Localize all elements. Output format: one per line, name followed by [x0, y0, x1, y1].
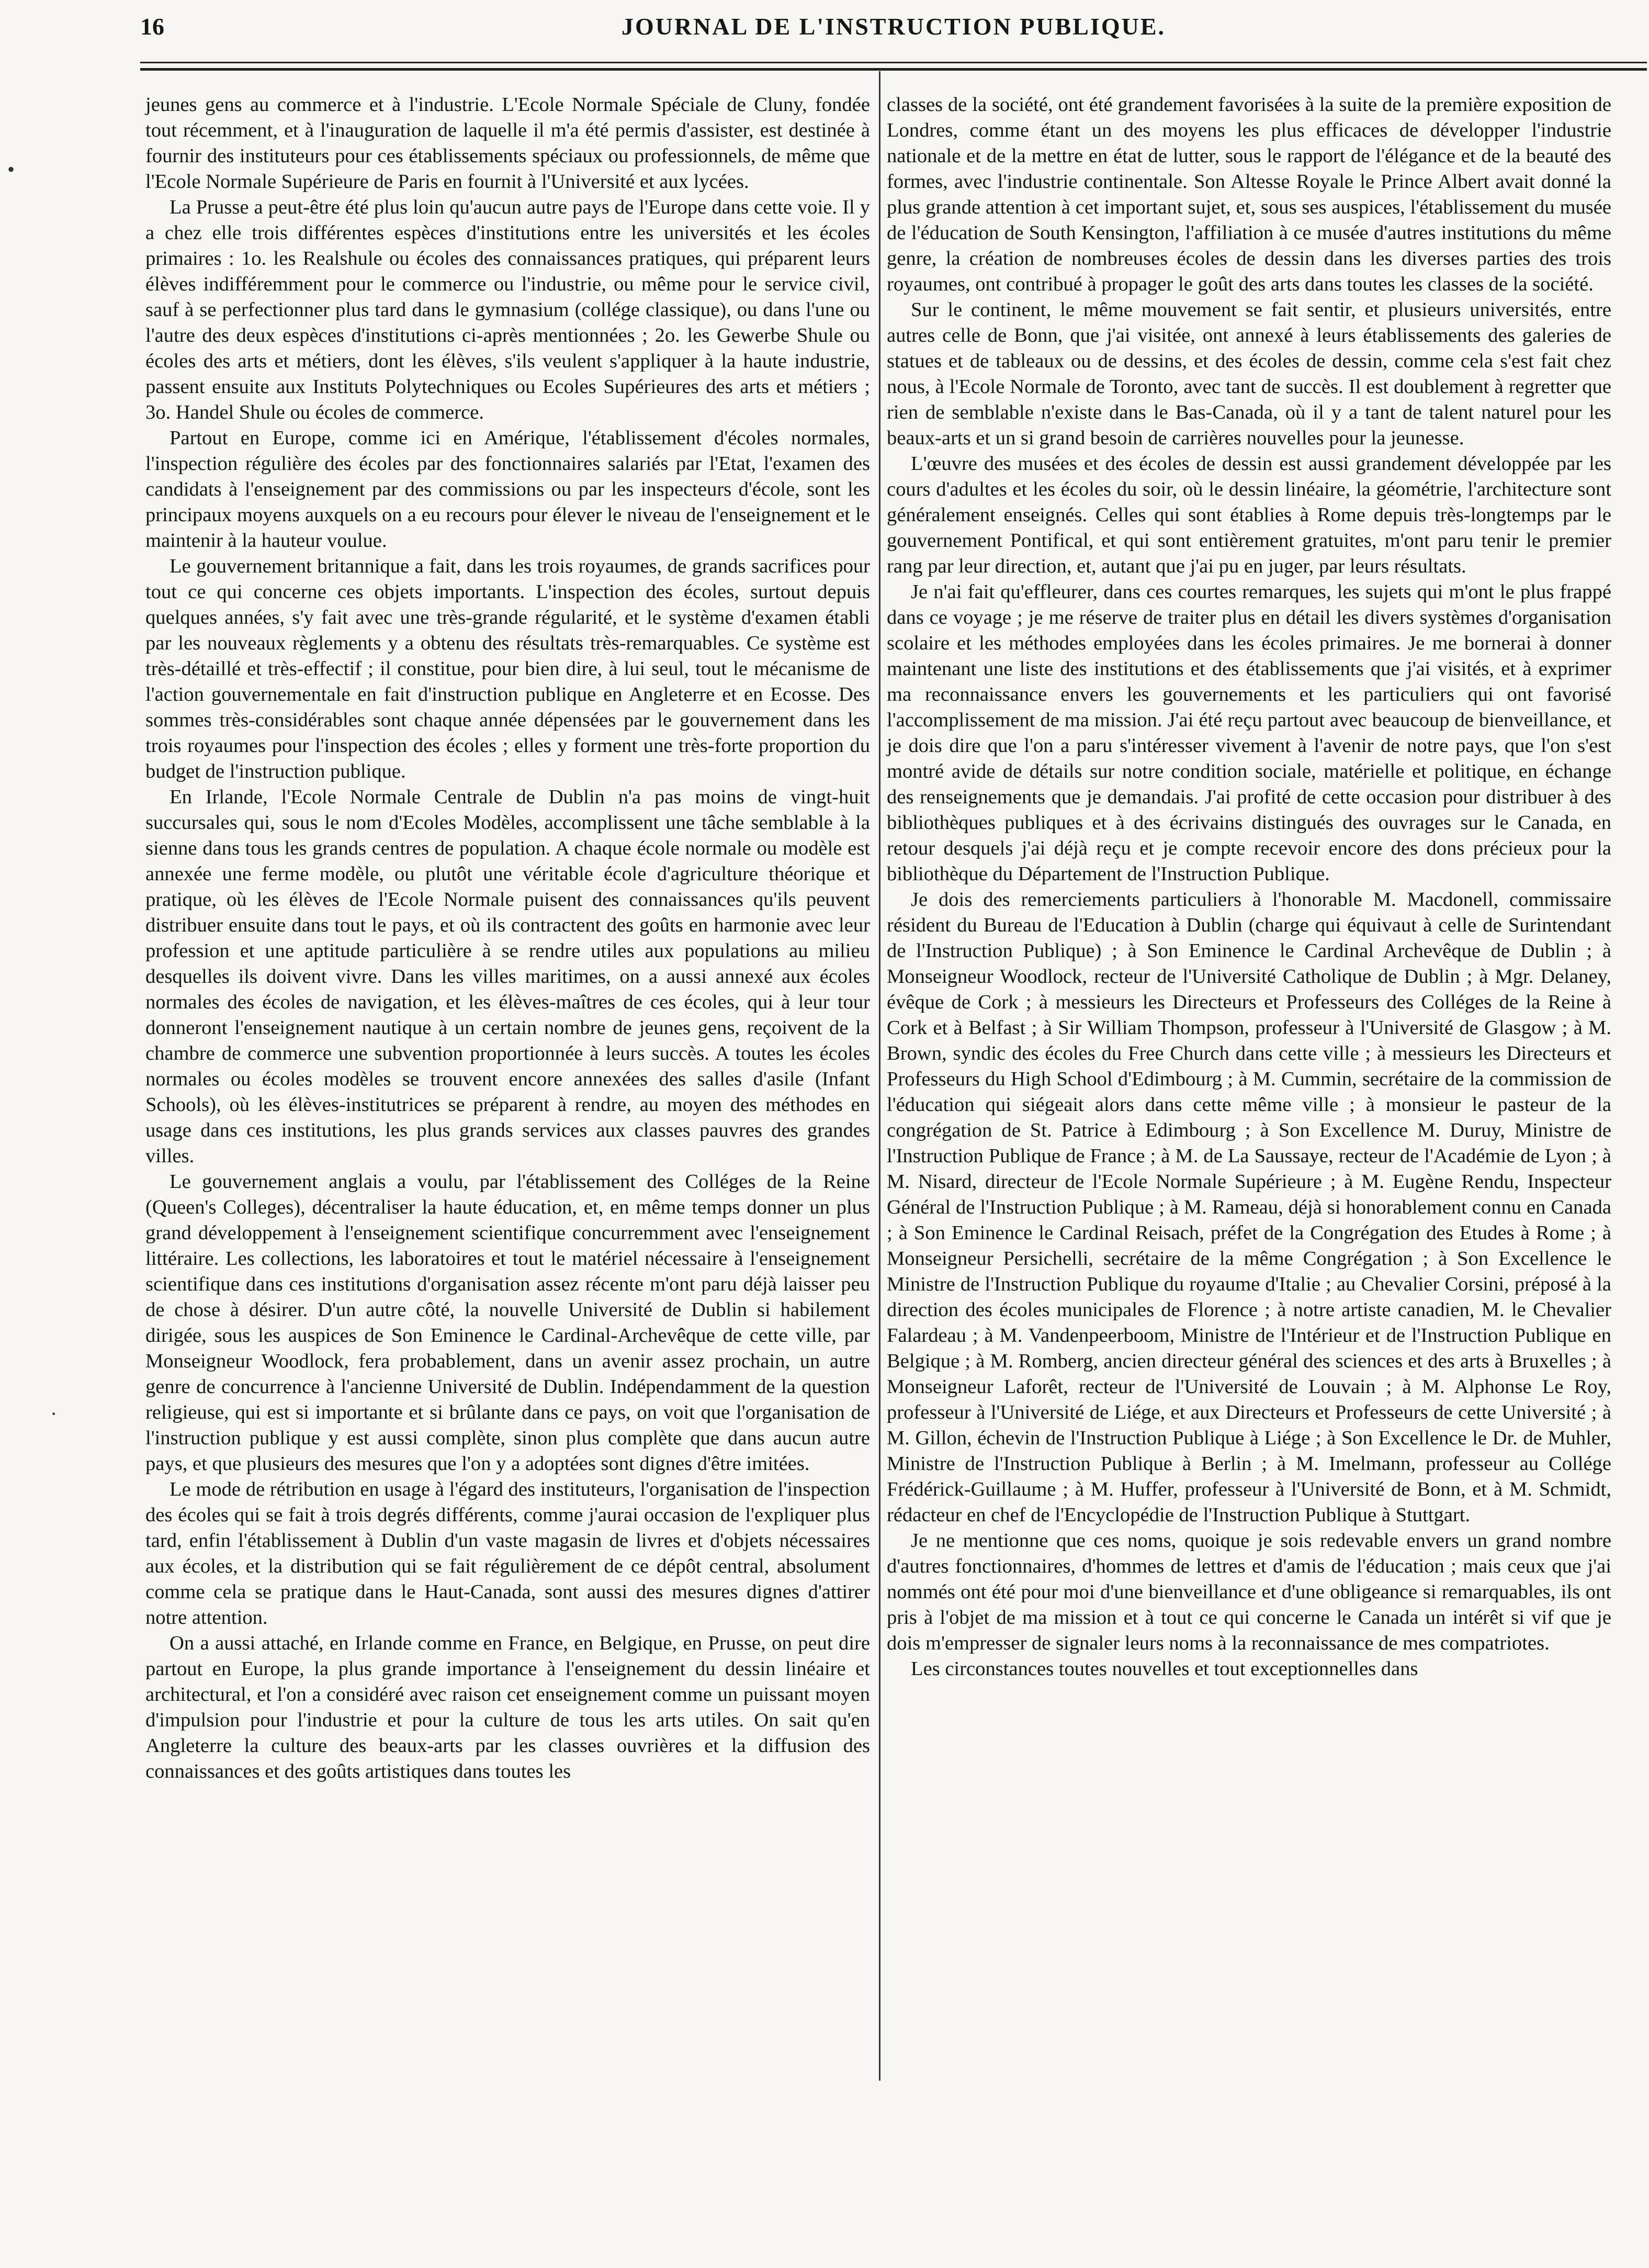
page-number: 16 [140, 13, 164, 40]
column-divider [879, 71, 880, 2081]
right-paragraph-3: L'œuvre des musées et des écoles de dessin est aussi grandement développée par les cours d'adultes et les écoles du soir, où le dessin linéaire, la géométrie, l'architecture sont généralement enseignés. Celles qui sont établies à Rome depuis très-longtemps par le gouvernement Pontifical, et qui sont entièrement gratuites, m'ont paru tenir le premier rang par leur direction, et, autant que j'ai pu en juger, par leurs résultats. [887, 453, 1611, 577]
left-paragraph-3: Partout en Europe, comme ici en Amérique, l'établissement d'écoles normales, l'inspection régulière des écoles par des fonctionnaires salariés par l'Etat, l'examen des candidats à l'enseignement par des commissions ou par les inspecteurs d'école, sont les principaux moyens auxquels on a eu recours pour élever le niveau de l'enseignement et le maintenir à la hauteur voulue. [145, 427, 870, 552]
page-header [140, 8, 1647, 45]
right-paragraph-4: Je n'ai fait qu'effleurer, dans ces courtes remarques, les sujets qui m'ont le plus frappé dans ce voyage ; je me réserve de traiter plus en détail les divers systèmes d'organisation scolaire et les méthodes employées dans les écoles primaires. Je me bornerai à donner maintenant une liste des institutions et des établissements que j'ai visités, et à exprimer ma reconnaissance envers les gouvernements et les particuliers qui ont favorisé l'accomplissement de ma mission. J'ai été reçu partout avec beaucoup de bienveillance, et je dois dire que l'on a paru s'intéresser vivement à l'avenir de notre pays, que l'on s'est montré avide de détails sur notre condition sociale, matérielle et politique, en échange des renseignements que je demandais. J'ai profité de cette occasion pour distribuer à des bibliothèques publiques et à des écrivains distingués des ouvrages sur le Canada, en retour desquels j'ai déjà reçu et je compte recevoir encore des dons précieux pour la bibliothèque du Département de l'Instruction Publique. [887, 581, 1611, 885]
margin-dot: · [50, 1402, 58, 1425]
header-rule-thin [140, 62, 1647, 63]
left-paragraph-4: Le gouvernement britannique a fait, dans les trois royaumes, de grands sacrifices pour tout ce qui concerne ces objets importants. L'inspection des écoles, surtout depuis quelques années, s'y fait avec une très-grande régularité, et le système d'examen établi par les nouveaux règlements y a obtenu des résultats très-remarquables. Ce système est très-détaillé et très-effectif ; il constitue, pour bien dire, à lui seul, tout le mécanisme de l'action gouvernementale en fait d'instruction publique en Angleterre et en Ecosse. Des sommes très-considérables sont chaque année dépensées par le gouvernement dans les trois royaumes pour l'inspection des écoles ; elles y forment une très-forte proportion du budget de l'instruction publique. [145, 555, 870, 782]
left-paragraph-5: En Irlande, l'Ecole Normale Centrale de Dublin n'a pas moins de vingt-huit succursales qui, sous le nom d'Ecoles Modèles, accomplissent une tâche semblable à la sienne dans tous les grands centres de population. A chaque école normale ou modèle est annexée une ferme modèle, ou plutôt une véritable école d'agriculture théorique et pratique, où les élèves de l'Ecole Normale puisent des connaissances qu'ils peuvent distribuer ensuite dans tout le pays, et où ils contractent des goûts en harmonie avec leur profession et une aptitude particulière à se rendre utiles aux populations au milieu desquelles ils doivent vivre. Dans les villes maritimes, on a aussi annexé aux écoles normales des écoles de navigation, et les élèves-maîtres de ces écoles, qui à leur tour donneront l'enseignement nautique à un certain nombre de jeunes gens, reçoivent de la chambre de commerce une subvention proportionnée à leurs succès. A toutes les écoles normales ou écoles modèles se trouvent encore annexées des salles d'asile (Infant Schools), où les élèves-institutrices se préparent à rendre, au moyen des méthodes en usage dans ces institutions, les plus grands services aux classes pauvres des grandes villes. [145, 786, 870, 1167]
right-paragraph-7: Les circonstances toutes nouvelles et tout exceptionnelles dans [911, 1658, 1418, 1680]
right-paragraph-5: Je dois des remerciements particuliers à l'honorable M. Macdonell, commissaire résident du Bureau de l'Education à Dublin (charge qui équivaut à celle de Surintendant de l'Instruction Publique) ; à Son Eminence le Cardinal Archevêque de Dublin ; à Monseigneur Woodlock, recteur de l'Université Catholique de Dublin ; à Mgr. Delaney, évêque de Cork ; à messieurs les Directeurs et Professeurs des Colléges de la Reine à Cork et à Belfast ; à Sir William Thompson, professeur à l'Université de Glasgow ; à M. Brown, syndic des écoles du Free Church dans cette ville ; à messieurs les Directeurs et Professeurs du High School d'Edimbourg ; à M. Cummin, secrétaire de la commission de l'éducation qui siégeait alors dans cette même ville ; à monsieur le pasteur de la congrégation de St. Patrice à Edimbourg ; à Son Excellence M. Duruy, Ministre de l'Instruction Publique de France ; à M. de La Saussaye, recteur de l'Académie de Lyon ; à M. Nisard, directeur de l'Ecole Normale Supérieure ; à M. Eugène Rendu, Inspecteur Général de l'Instruction Publique ; à M. Rameau, déjà si honorablement connu en Canada ; à Son Eminence le Cardinal Reisach, préfet de la Congrégation des Etudes à Rome ; à Monseigneur Persichelli, secrétaire de la même Congrégation ; à Son Excellence le Ministre de l'Instruction Publique du royaume d'Italie ; au Chevalier Corsini, préposé à la direction des écoles municipales de Florence ; à notre artiste canadien, M. le Chevalier Falardeau ; à M. Vandenpeerboom, Ministre de l'Intérieur et de l'Instruction Publique en Belgique ; à M. Romberg, ancien directeur général des sciences et des arts à Bruxelles ; à Monseigneur Laforêt, recteur de l'Université de Louvain ; à M. Alphonse Le Roy, professeur à l'Université de Liége, et aux Directeurs et Professeurs de cette Université ; à M. Gillon, échevin de l'Instruction Publique à Liége ; à Son Excellence le Dr. de Muhler, Ministre de l'Instruction Publique à Berlin ; à M. Imelmann, professeur au Collége Frédérick-Guillaume ; à M. Huffer, professeur à l'Université de Bonn, et à M. Schmidt, rédacteur en chef de l'Encyclopédie de l'Instruction Publique à Stuttgart. [887, 889, 1611, 1526]
margin-dot: • [7, 158, 15, 181]
left-paragraph-6: Le gouvernement anglais a voulu, par l'établissement des Colléges de la Reine (Queen's Colleges), décentraliser la haute éducation, et, en même temps donner un plus grand développement à l'enseignement scientifique concurremment avec l'enseignement littéraire. Les collections, les laboratoires et tout le matériel nécessaire à l'enseignement scientifique dans ces institutions d'organisation assez récente m'ont paru déjà laisser peu de chose à désirer. D'un autre côté, la nouvelle Université de Dublin si habilement dirigée, sous les auspices de Son Eminence le Cardinal-Archevêque de cette ville, par Monseigneur Woodlock, fera probablement, dans un avenir assez prochain, un autre genre de concurrence à l'ancienne Université de Dublin. Indépendamment de la question religieuse, qui est si importante et si brûlante dans ce pays, on voit que l'organisation de l'instruction publique y est aussi complète, sinon plus complète que dans aucun autre pays, et que plusieurs des mesures que l'on y a adoptées sont dignes d'être imitées. [145, 1171, 870, 1475]
right-paragraph-6: Je ne mentionne que ces noms, quoique je sois redevable envers un grand nombre d'autres fonctionnaires, d'hommes de lettres et d'amis de l'éducation ; mais ceux que j'ai nommés ont été pour moi d'une bienveillance et d'une obligeance si remarquables, ils ont pris à l'objet de ma mission et à tout ce qui concerne le Canada un intérêt si vif que je dois m'empresser de signaler leurs noms à la reconnaissance de mes compatriotes. [887, 1530, 1611, 1654]
left-paragraph-8: On a aussi attaché, en Irlande comme en France, en Belgique, en Prusse, on peut dire partout en Europe, la plus grande importance à l'enseignement du dessin linéaire et architectural, et l'on a considéré avec raison cet enseignement comme un puissant moyen d'impulsion pour l'industrie et pour la culture de tous les arts utiles. On sait qu'en Angleterre la culture des beaux-arts par les classes ouvrières et la diffusion des connaissances et des goûts artistiques dans toutes les [145, 1632, 870, 1782]
left-paragraph-2: La Prusse a peut-être été plus loin qu'aucun autre pays de l'Europe dans cette voie. Il y a chez elle trois différentes espèces d'institutions entre les universités et les écoles primaires : 1o. les Realshule ou écoles des connaissances pratiques, qui préparent leurs élèves indifféremment pour le commerce ou l'industrie, ou même pour le service civil, sauf à se perfectionner plus tard dans le gymnasium (collége classique), ou dans l'une ou l'autre des deux espèces d'institutions ci-après mentionnées ; 2o. les Gewerbe Shule ou écoles des arts et métiers, dont les élèves, s'ils veulent s'appliquer à la haute industrie, passent ensuite aux Instituts Polytechniques ou Ecoles Supérieures des arts et métiers ; 3o. Handel Shule ou écoles de commerce. [145, 196, 870, 423]
left-paragraph-1: jeunes gens au commerce et à l'industrie. L'Ecole Normale Spéciale de Cluny, fondée tout récemment, et à l'inauguration de laquelle il m'a été permis d'assister, est destinée à fournir des instituteurs pour ces établissements spéciaux ou professionnels, de même que l'Ecole Normale Supérieure de Paris en fournit à l'Université et aux lycées. [145, 94, 870, 193]
right-paragraph-2: Sur le continent, le même mouvement se fait sentir, et plusieurs universités, entre autres celle de Bonn, que j'ai visitée, ont annexé à leurs établissements des galeries de statues et de tableaux ou de dessins, et des écoles de dessin, comme cela s'est fait chez nous, à l'Ecole Normale de Toronto, avec tant de succès. Il est doublement à regretter que rien de semblable n'existe dans le Bas-Canada, où il y a tant de talent naturel pour les beaux-arts et un si grand besoin de carrières nouvelles pour la jeunesse. [887, 299, 1611, 449]
right-paragraph-1: classes de la société, ont été grandement favorisées à la suite de la première exposition de Londres, comme étant un des moyens les plus efficaces de développer l'industrie nationale et de la mettre en état de lutter, sous le rapport de l'élégance et de la beauté des formes, avec l'industrie continentale. Son Altesse Royale le Prince Albert avait donné la plus grande attention à cet important sujet, et, sous ses auspices, l'établissement du musée de l'éducation de South Kensington, l'affiliation à ce musée d'autres institutions du même genre, la création de nombreuses écoles de dessin dans les diverses parties des trois royaumes, ont contribué à propager le goût des arts dans toutes les classes de la société. [887, 94, 1611, 295]
running-title: JOURNAL DE L'INSTRUCTION PUBLIQUE. [621, 13, 1166, 40]
header-rule-thick [140, 68, 1647, 71]
left-paragraph-7: Le mode de rétribution en usage à l'égard des instituteurs, l'organisation de l'inspection des écoles qui se fait à trois degrés différents, comme j'aurai occasion de l'expliquer plus tard, enfin l'établissement à Dublin d'un vaste magasin de livres et d'objets nécessaires aux écoles, et la distribution qui se fait régulièrement de ce dépôt central, absolument comme cela se pratique dans le Haut-Canada, sont aussi des mesures dignes d'attirer notre attention. [145, 1478, 870, 1629]
left-column [145, 92, 870, 1784]
right-column [887, 92, 1611, 1682]
